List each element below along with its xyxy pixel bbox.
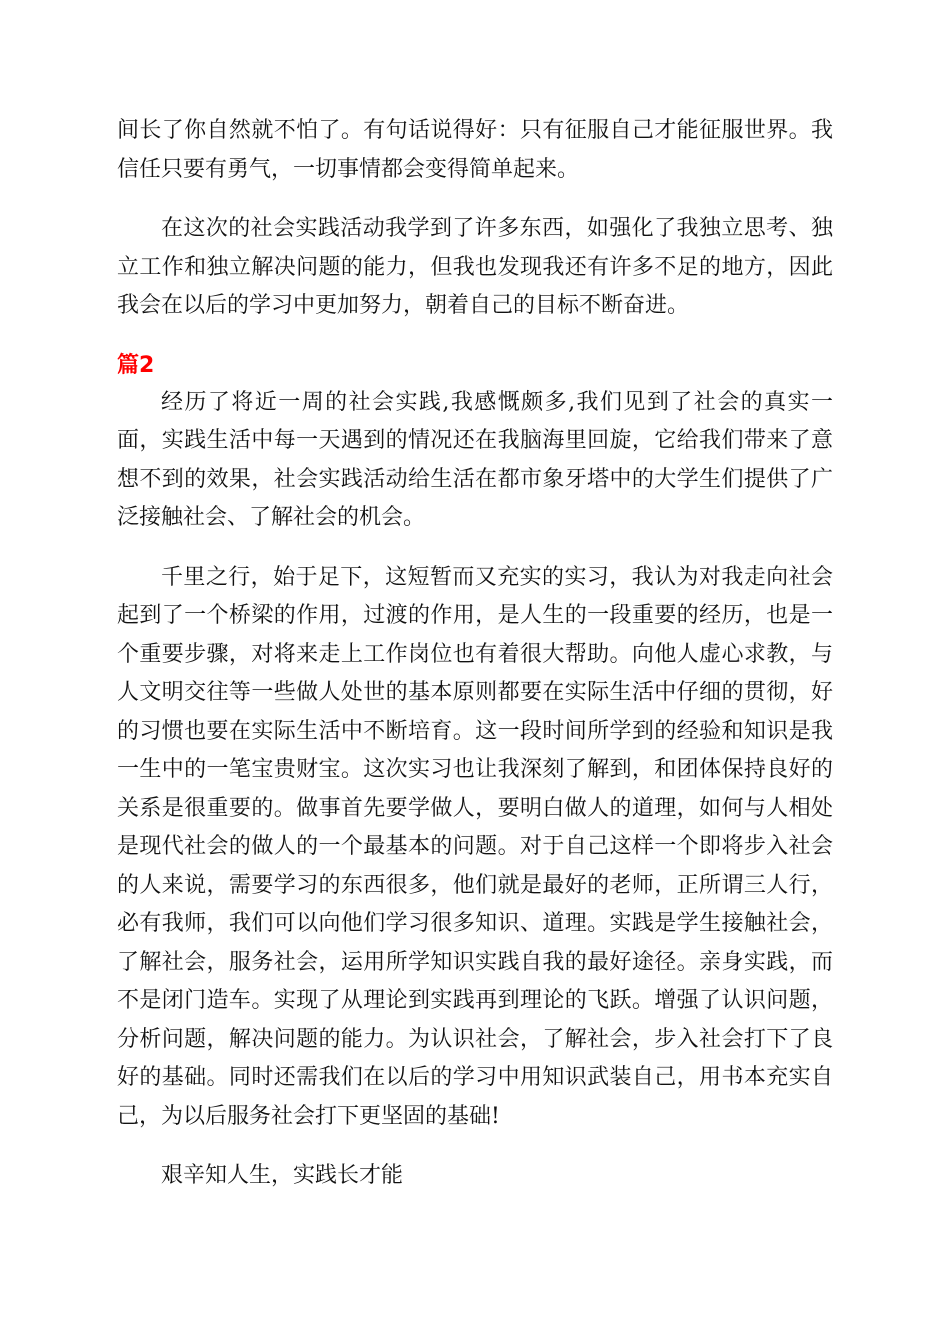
section-heading: 篇2 <box>117 352 155 378</box>
paragraph-closing-title: 艰辛知人生，实践长才能 <box>161 1163 404 1188</box>
paragraph-experience: 经历了将近一周的社会实践,我感慨颇多,我们见到了社会的真实一面，实践生活中每一天遇到的情况还在我脑海里回旋，它给我们带来了意想不到的效果，社会实践活动给生活在都市象牙塔中的大学生们提供了广泛接触社会、了解社会的机会。 <box>117 389 833 530</box>
paragraph-internship: 千里之行，始于足下，这短暂而又充实的实习，我认为对我走向社会起到了一个桥梁的作用，过渡的作用，是人生的一段重要的经历，也是一个重要步骤，对将来走上工作岗位也有着很大帮助。向他人虚心求教，与人文明交往等一些做人处世的基本原则都要在实际生活中仔细的贯彻，好的习惯也要在实际生活中不断培育。这一段时间所学到的经验和知识是我一生中的一笔宝贵财宝。这次实习也让我深刻了解到，和团体保持良好的关系是很重要的。做事首先要学做人，要明白做人的道理，如何与人相处是现代社会的做人的一个最基本的问题。对于自己这样一个即将步入社会的人来说，需要学习的东西很多，他们就是最好的老师，正所谓三人行，必有我师，我们可以向他们学习很多知识、道理。实践是学生接触社会，了解社会，服务社会，运用所学知识实践自我的最好途径。亲身实践，而不是闭门造车。实现了从理论到实践再到理论的飞跃。增强了认识问题，分析问题，解决问题的能力。为认识社会，了解社会，步入社会打下了良好的基础。同时还需我们在以后的学习中用知识武装自己，用书本充实自己，为以后服务社会打下更坚固的基础! <box>117 564 833 1129</box>
paragraph-practice-summary: 在这次的社会实践活动我学到了许多东西，如强化了我独立思考、独立工作和独立解决问题的能力，但我也发现我还有许多不足的地方，因此我会在以后的学习中更加努力，朝着自己的目标不断奋进。 <box>117 216 833 318</box>
paragraph-continuation: 间长了你自然就不怕了。有句话说得好：只有征服自己才能征服世界。我信任只要有勇气，一切事情都会变得简单起来。 <box>117 118 833 182</box>
